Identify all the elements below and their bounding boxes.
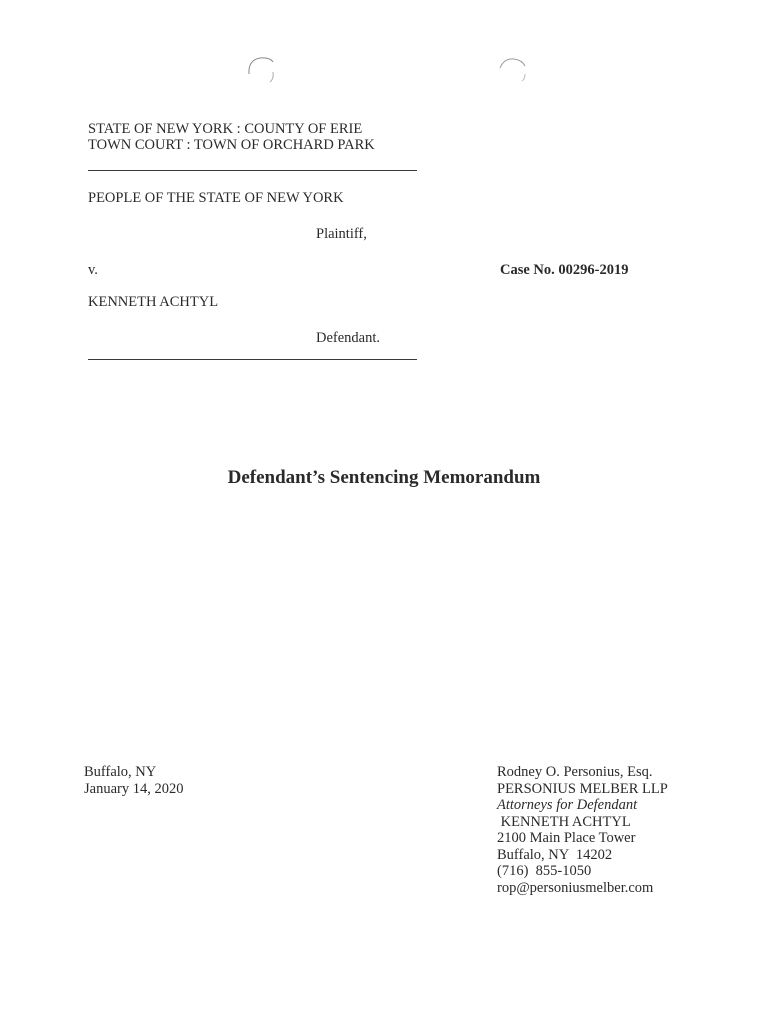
- court-line-2: TOWN COURT : TOWN OF ORCHARD PARK: [88, 137, 375, 153]
- filing-date: January 14, 2020: [84, 780, 184, 797]
- defendant-name: KENNETH ACHTYL: [88, 294, 219, 310]
- punch-hole-left: [244, 52, 280, 84]
- versus-label: v.: [88, 262, 98, 278]
- firm-name: PERSONIUS MELBER LLP: [497, 780, 668, 797]
- defendant-role: Defendant.: [316, 330, 381, 346]
- attorney-role: Attorneys for Defendant: [497, 797, 638, 813]
- document-title: Defendant’s Sentencing Memorandum: [227, 467, 541, 488]
- client-name: KENNETH ACHTYL: [497, 813, 631, 830]
- case-number: Case No. 00296-2019: [500, 262, 629, 278]
- caption-bottom-rule: [88, 359, 417, 360]
- address-line-1: 2100 Main Place Tower: [497, 830, 636, 846]
- plaintiff-role: Plaintiff,: [316, 226, 367, 242]
- address-line-2: Buffalo, NY 14202: [497, 846, 613, 863]
- phone-number: (716) 855-1050: [497, 863, 592, 879]
- punch-hole-right: [494, 52, 530, 84]
- attorney-name: Rodney O. Personius, Esq.: [497, 764, 653, 780]
- place-city: Buffalo, NY: [84, 764, 157, 780]
- plaintiff-name: PEOPLE OF THE STATE OF NEW YORK: [88, 190, 344, 206]
- signature-block: [497, 764, 668, 896]
- caption-top-rule: [88, 170, 417, 171]
- court-line-1: STATE OF NEW YORK : COUNTY OF ERIE: [88, 121, 363, 137]
- place-date-block: [84, 764, 183, 797]
- email-address: rop@personiusmelber.com: [497, 879, 654, 896]
